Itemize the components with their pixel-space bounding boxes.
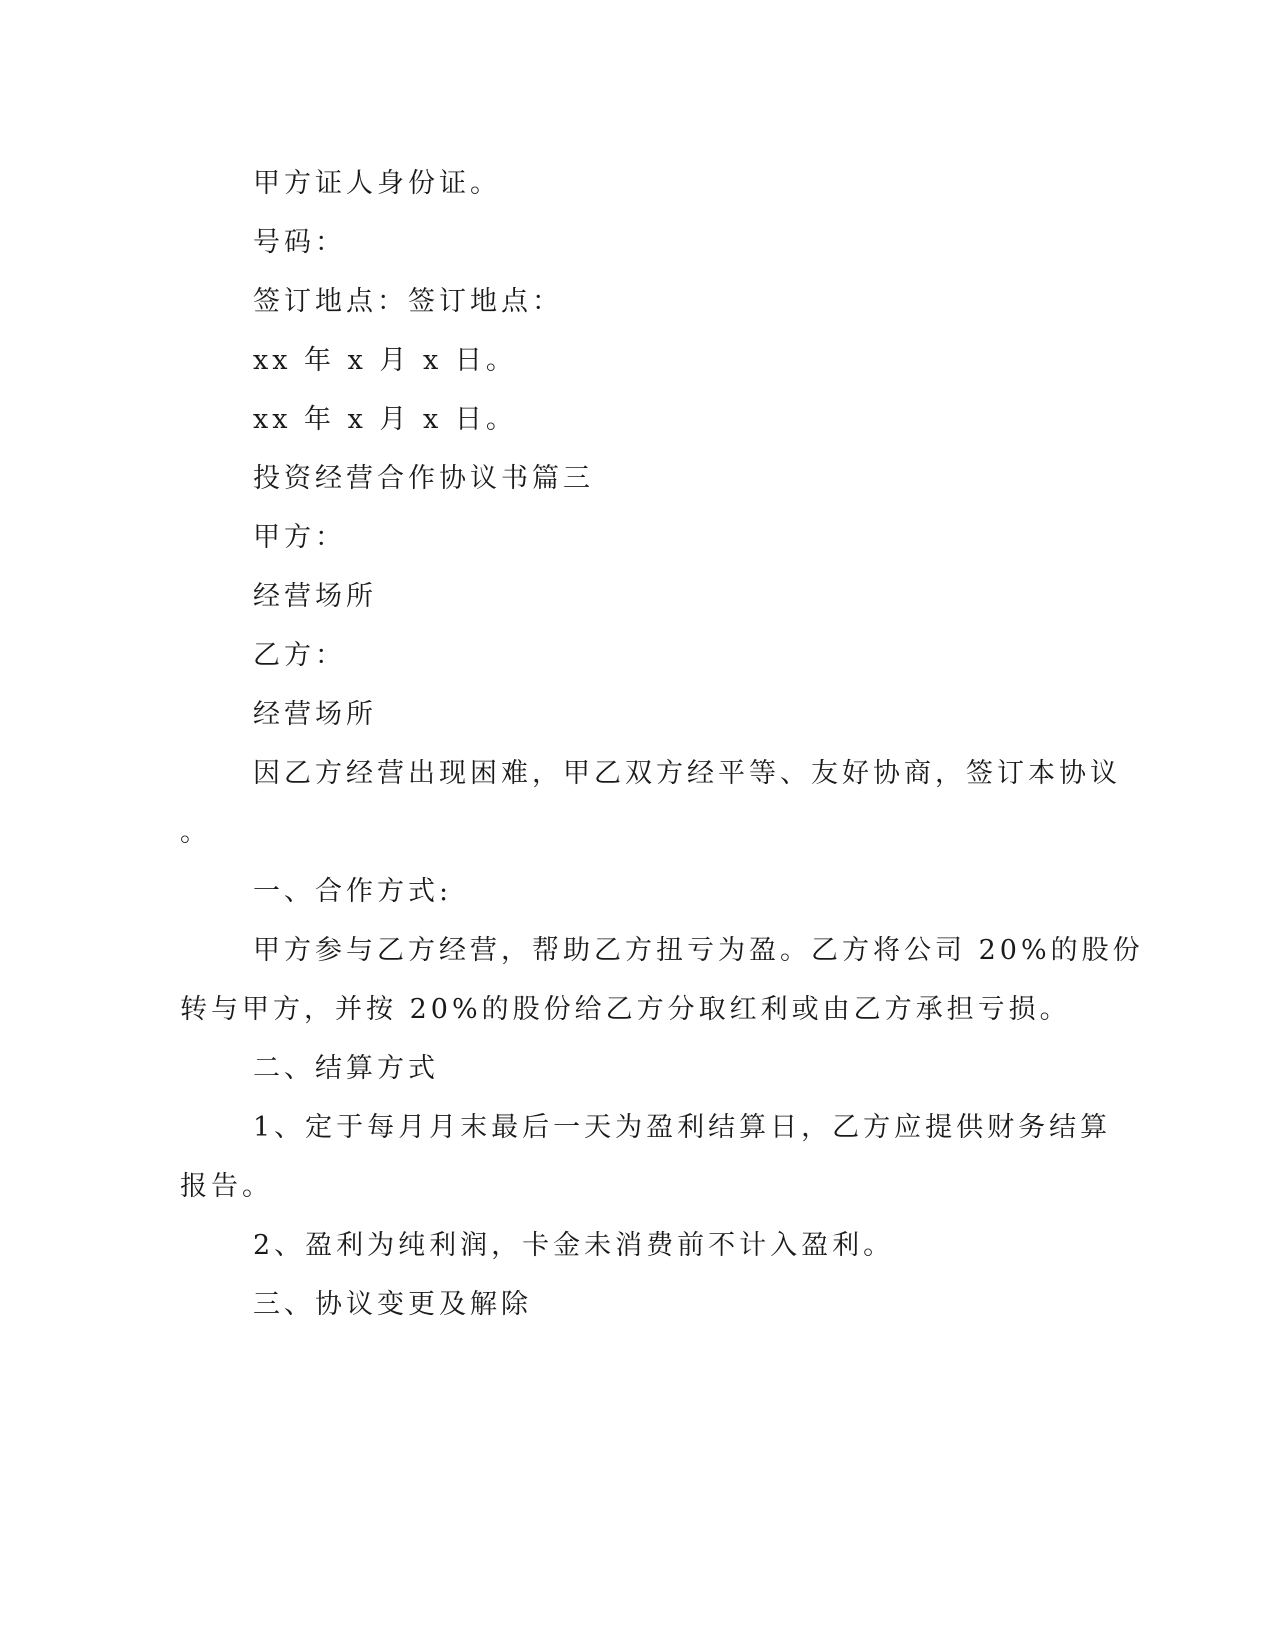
party-a-label: 甲方： [253,522,346,553]
signing-location-line: 签订地点：签订地点： [253,286,563,317]
id-number-label: 号码： [253,227,346,258]
clause-3-heading: 三、协议变更及解除 [253,1289,532,1320]
preamble-paragraph-end: 。 [180,817,211,848]
preamble-paragraph: 因乙方经营出现困难，甲乙双方经平等、友好协商，签订本协议 [253,758,1121,789]
clause-1-heading: 一、合作方式: [253,876,453,907]
date-line-2: xx 年 x 月 x 日。 [253,404,517,435]
party-b-business-place: 经营场所 [253,699,377,730]
clause-2-item-2: 2、盈利为纯利润，卡金未消费前不计入盈利。 [253,1230,895,1261]
clause-2-item-1-line-2: 报告。 [180,1171,273,1202]
section-title: 投资经营合作协议书篇三 [253,463,594,494]
party-a-business-place: 经营场所 [253,581,377,612]
witness-id-line: 甲方证人身份证。 [253,168,501,199]
party-b-label: 乙方： [253,640,346,671]
clause-1-text-line-2: 转与甲方，并按 20%的股份给乙方分取红利或由乙方承担亏损。 [180,994,1071,1025]
clause-2-item-1-line-1: 1、定于每月月末最后一天为盈利结算日，乙方应提供财务结算 [253,1112,1112,1143]
clause-2-heading: 二、结算方式 [253,1053,439,1084]
clause-1-text-line-1: 甲方参与乙方经营，帮助乙方扭亏为盈。乙方将公司 20%的股份 [253,935,1144,966]
date-line-1: xx 年 x 月 x 日。 [253,345,517,376]
